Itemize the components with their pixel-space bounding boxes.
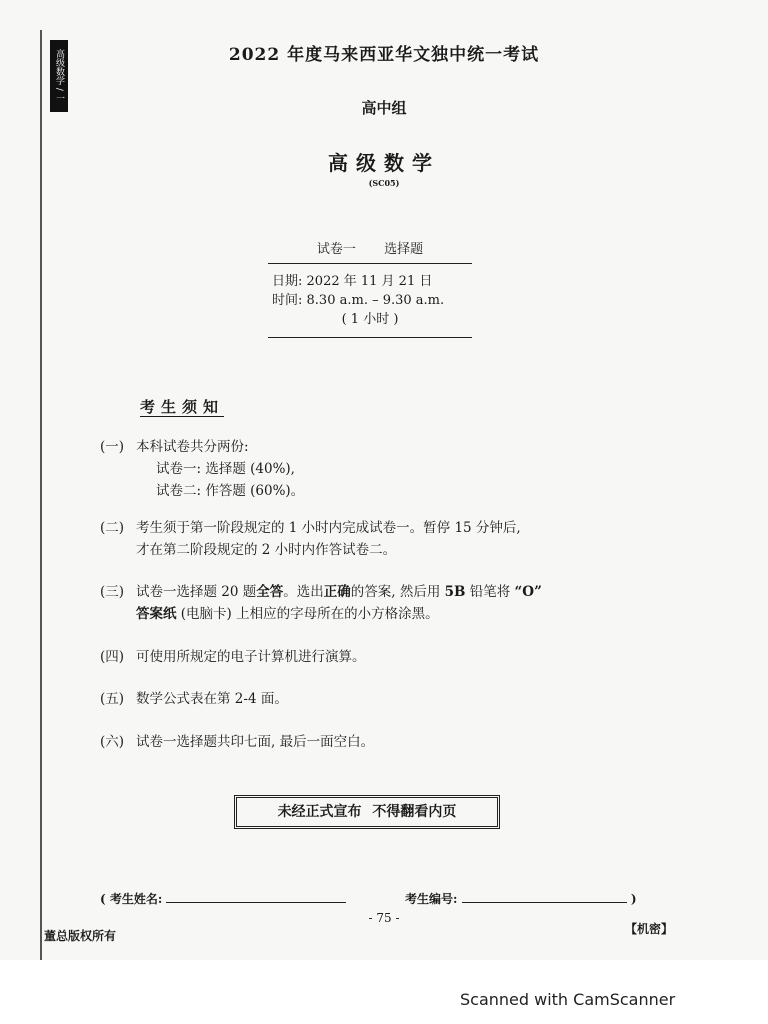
item-text: (电脑卡) 上相应的字母所在的小方格涂黑。 xyxy=(176,606,439,622)
notice-item-4 xyxy=(100,646,660,668)
item-text: 试卷一选择题共印七面, 最后一面空白。 xyxy=(136,734,375,750)
confidential-mark: 【机密】 xyxy=(625,922,674,936)
subject-code: (SC05) xyxy=(368,178,400,188)
item-text: 铅笔将 xyxy=(465,584,515,600)
item-text: 可使用所规定的电子计算机进行演算。 xyxy=(136,649,366,665)
item-continuation: 才在第二阶段规定的 2 小时内作答试卷二。 xyxy=(136,542,397,558)
candidate-id-blank xyxy=(462,890,627,903)
date-value: 2022 年 11 月 21 日 xyxy=(306,274,433,289)
notice-item-2 xyxy=(100,517,660,561)
candidate-id-label: 考生编号: xyxy=(405,892,458,906)
candidate-id-line xyxy=(405,890,637,907)
spine-tab: 高级数学 / 一 xyxy=(50,40,68,112)
emphasis-circle: “O” xyxy=(514,584,542,600)
candidate-name-blank xyxy=(166,890,346,903)
subject-title: 高级数学 xyxy=(328,151,440,175)
item-subline: 试卷二: 作答题 (60%)。 xyxy=(156,483,305,499)
item-text: 。选出 xyxy=(283,584,324,600)
warning-box: 未经正式宣布 不得翻看内页 xyxy=(234,795,500,829)
item-subline: 试卷一: 选择题 (40%), xyxy=(156,461,295,477)
item-text: 本科试卷共分两份: xyxy=(136,439,249,455)
duration: ( 1 小时 ) xyxy=(341,312,399,327)
paper-schedule xyxy=(268,264,472,338)
exam-group: 高中组 xyxy=(361,99,407,117)
emphasis-all-answer: 全答 xyxy=(256,584,284,600)
close-paren: ) xyxy=(630,892,637,906)
paper-info-box xyxy=(268,238,472,338)
paper-name: 试卷一 xyxy=(316,242,356,257)
item-number: (三) xyxy=(100,584,125,600)
item-text: 的答案, 然后用 xyxy=(350,584,445,600)
notice-item-1 xyxy=(100,436,660,502)
time-row xyxy=(272,291,468,310)
date-label: 日期: xyxy=(272,274,303,289)
emphasis-answer-sheet: 答案纸 xyxy=(136,606,177,622)
candidate-name-line xyxy=(100,890,346,907)
time-value: 8.30 a.m. – 9.30 a.m. xyxy=(306,293,445,308)
notice-item-6 xyxy=(100,731,660,753)
emphasis-correct: 正确 xyxy=(323,584,351,600)
scanner-watermark: Scanned with CamScanner xyxy=(460,990,676,1009)
item-number: (六) xyxy=(100,734,125,750)
page-number: - 75 - xyxy=(368,911,400,925)
item-number: (一) xyxy=(100,439,125,455)
copyright: 董总版权所有 xyxy=(44,929,117,943)
emphasis-pencil: 5B xyxy=(444,584,466,600)
candidate-name-label: ( 考生姓名: xyxy=(100,892,163,906)
paper-type: 选择题 xyxy=(384,242,424,257)
notice-title: 考生须知 xyxy=(140,398,225,416)
time-label: 时间: xyxy=(272,293,303,308)
item-text: 考生须于第一阶段规定的 1 小时内完成试卷一。暂停 15 分钟后, xyxy=(136,520,521,536)
notice-item-3 xyxy=(100,581,660,625)
item-number: (五) xyxy=(100,691,125,707)
item-number: (二) xyxy=(100,520,125,536)
item-text: 试卷一选择题 20 题 xyxy=(136,584,257,600)
notice-item-5 xyxy=(100,688,660,710)
item-number: (四) xyxy=(100,649,125,665)
paper-heading xyxy=(268,238,472,264)
date-row xyxy=(272,272,468,291)
item-text: 数学公式表在第 2-4 面。 xyxy=(136,691,288,707)
exam-title: 2022 年度马来西亚华文独中统一考试 xyxy=(228,45,540,65)
